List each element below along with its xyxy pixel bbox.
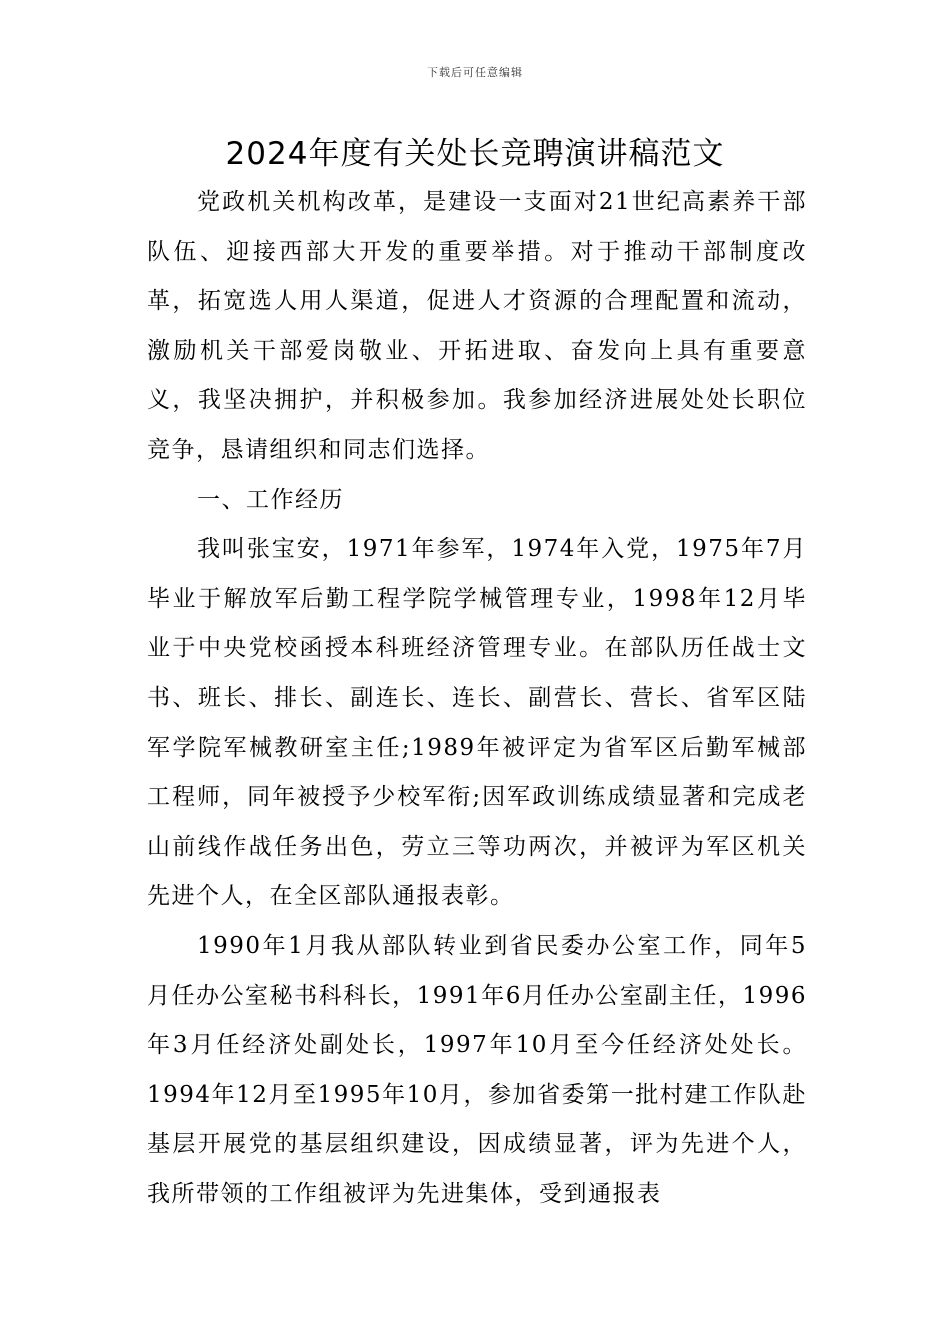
section-heading-work-experience: 一、工作经历 (197, 486, 344, 513)
paragraph-military-career: 我叫张宝安，1971年参军，1974年入党，1975年7月毕业于解放军后勤工程学院学械管理专业，1998年12月毕业于中央党校函授本科班经济管理专业。在部队历任战士文书、班长、排长、副连长、连长、副营长、营长、省军区陆军学院军械教研室主任;1989年被评定为省军区后勤军械部工程师，同年被授予少校军衔;因军政训练成绩显著和完成老山前线作战任务出色，劳立三等功两次，并被评为军区机关先进个人，在全区部队通报表彰。 (147, 536, 807, 910)
document-body (147, 178, 807, 1219)
header-note: 下载后可任意编辑 (427, 66, 523, 79)
document-title: 2024年度有关处长竞聘演讲稿范文 (225, 136, 725, 172)
paragraph-civil-career: 1990年1月我从部队转业到省民委办公室工作，同年5月任办公室秘书科科长，1991年6月任办公室副主任，1996年3月任经济处副处长，1997年10月至今任经济处处长。1994年12月至1995年10月，参加省委第一批村建工作队赴基层开展党的基层组织建设，因成绩显著，评为先进个人，我所带领的工作组被评为先进集体，受到通报表 (147, 932, 807, 1207)
paragraph-intro: 党政机关机构改革，是建设一支面对21世纪高素养干部队伍、迎接西部大开发的重要举措。对于推动干部制度改革，拓宽选人用人渠道，促进人才资源的合理配置和流动，激励机关干部爱岗敬业、开拓进取、奋发向上具有重要意义，我坚决拥护，并积极参加。我参加经济进展处处长职位竞争，恳请组织和同志们选择。 (147, 189, 807, 463)
